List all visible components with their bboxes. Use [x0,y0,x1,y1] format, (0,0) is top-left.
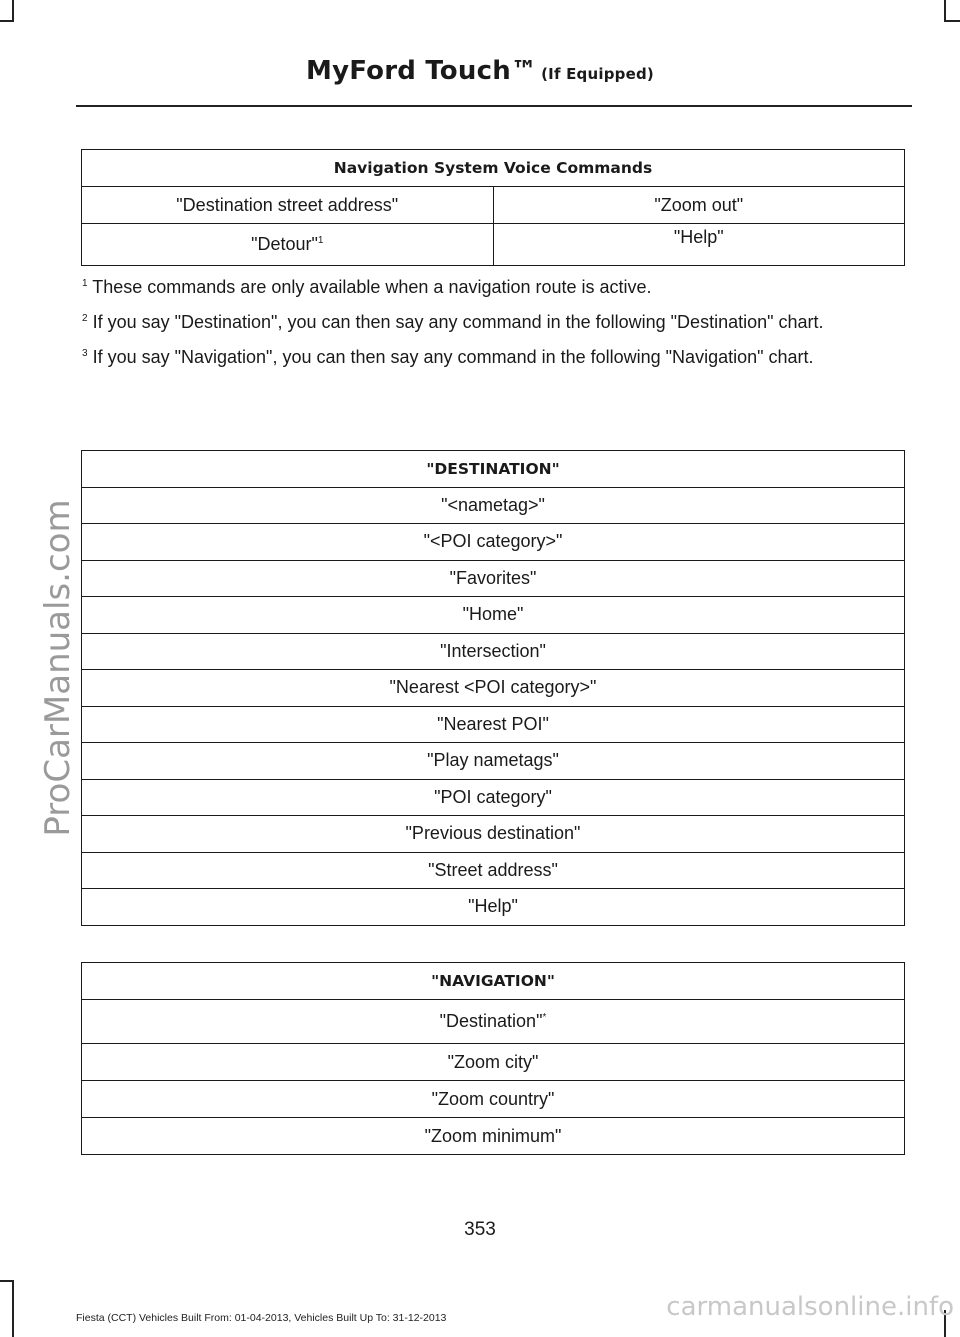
footnote-text: If you say "Destination", you can then say any command in the following "Destination" chart. [92,312,824,332]
footnote [82,310,907,334]
table-row [82,1081,905,1118]
destination-command: "Destination" [439,1011,543,1031]
table-cell: "Destination street address" [82,187,494,224]
crop-mark [0,1280,14,1282]
table-row [82,597,905,634]
table-row [82,487,905,524]
footnote [82,275,907,299]
header-title: MyFord Touch™ [306,56,538,86]
table-cell [82,224,494,266]
footnote [82,345,907,369]
footnote-text: If you say "Navigation", you can then say any command in the following "Navigation" chart. [92,347,814,367]
footnotes [82,275,907,380]
table-title: "NAVIGATION" [82,963,905,1000]
footnote-ref: 1 [317,235,324,246]
table-row [82,743,905,780]
header-divider [76,105,912,107]
table-cell: "Zoom city" [82,1044,905,1081]
crop-mark [12,0,14,22]
navigation-commands-table [81,962,905,1155]
table-cell: "Previous destination" [82,816,905,853]
crop-mark [944,20,960,22]
table-title: "DESTINATION" [82,451,905,488]
table-cell: "Nearest POI" [82,706,905,743]
table-row [82,706,905,743]
table-row [82,1044,905,1081]
table-cell: "Help" [82,889,905,926]
table-cell: "POI category" [82,779,905,816]
detour-command: "Detour" [251,234,318,254]
table-cell: "Zoom country" [82,1081,905,1118]
table-row [82,633,905,670]
table-cell: "Zoom out" [493,187,905,224]
footnote-ref: * [542,1012,547,1023]
footnote-number: 3 [82,348,88,359]
footnote-number: 1 [82,278,88,289]
crop-mark [12,1280,14,1337]
footnote-number: 2 [82,313,88,324]
table-cell: "Home" [82,597,905,634]
table-row [82,187,905,224]
footnote-text: These commands are only available when a navigation route is active. [92,277,652,297]
header-subtitle: (If Equipped) [541,65,654,83]
table-cell: "Nearest <POI category>" [82,670,905,707]
destination-commands-table [81,450,905,926]
footer-watermark: carmanualsonline.info [666,1292,954,1322]
table-row [82,1118,905,1155]
table-row [82,524,905,561]
table-cell: "<nametag>" [82,487,905,524]
table-row [82,852,905,889]
table-title: Navigation System Voice Commands [82,150,905,187]
page-number: 353 [464,1219,496,1240]
crop-mark [944,0,946,22]
table-cell [82,1000,905,1044]
table-cell: "Intersection" [82,633,905,670]
table-cell: "<POI category>" [82,524,905,561]
table-row [82,670,905,707]
table-cell: "Zoom minimum" [82,1118,905,1155]
page-header [0,56,960,86]
table-cell: "Help" [493,224,905,266]
side-watermark: ProCarManuals.com [38,499,78,837]
table-row [82,889,905,926]
crop-mark [0,20,14,22]
footer-vehicle-info: Fiesta (CCT) Vehicles Built From: 01-04-2013, Vehicles Built Up To: 31-12-2013 [76,1312,447,1324]
table-row [82,779,905,816]
table-cell: "Favorites" [82,560,905,597]
navigation-voice-commands-table [81,149,905,266]
table-row [82,560,905,597]
table-row [82,1000,905,1044]
table-row [82,816,905,853]
table-cell: "Play nametags" [82,743,905,780]
table-cell: "Street address" [82,852,905,889]
table-row [82,224,905,266]
